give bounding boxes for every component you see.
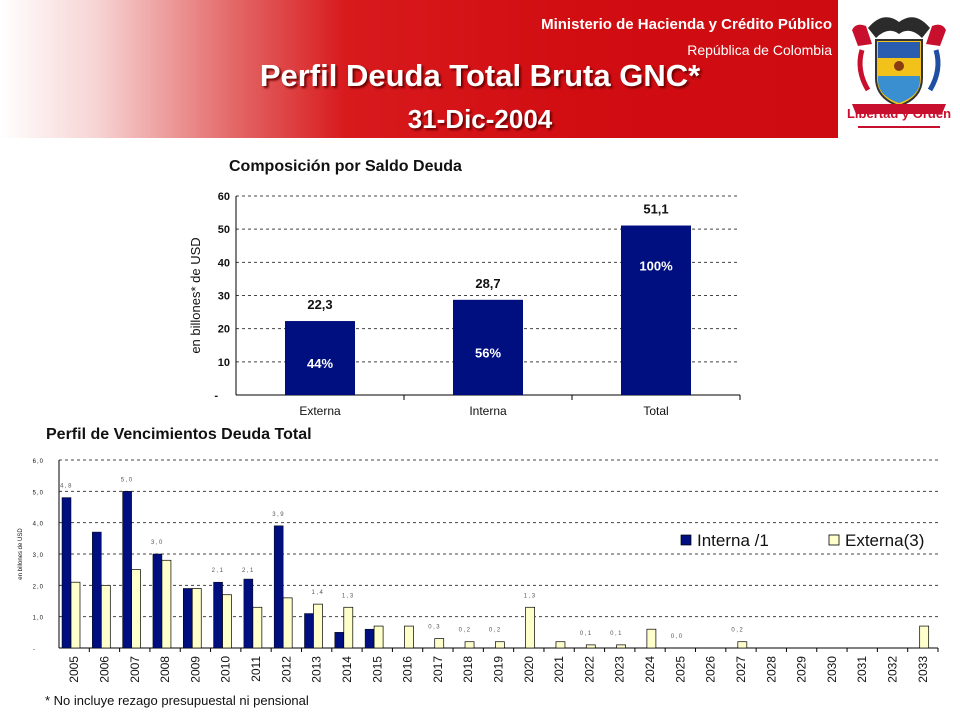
x-tick-label: 2017 — [430, 656, 445, 683]
bar-externa-2020 — [526, 607, 535, 648]
x-tick-label: 2011 — [249, 656, 264, 682]
bar-interna-2005 — [62, 498, 71, 648]
bar-interna-2015 — [365, 629, 374, 648]
bar-percent-label: 56% — [474, 345, 502, 361]
data-label: 3,9 — [272, 511, 286, 518]
y-tick-label: 2,0 — [32, 584, 44, 591]
x-tick-label: 2006 — [97, 656, 112, 683]
x-tick-label: 2012 — [279, 656, 294, 683]
bar-interna-2006 — [92, 532, 101, 648]
y-tick-label: 10 — [217, 356, 230, 369]
bar-percent-label: 100% — [639, 258, 673, 274]
bar-interna-2007 — [123, 491, 132, 648]
data-label: 0,1 — [579, 630, 593, 637]
bar-interna-2008 — [153, 554, 162, 648]
chart1-title: Composición por Saldo Deuda — [229, 158, 462, 175]
bar-percent-label: 44% — [306, 356, 334, 372]
x-tick-label: Interna — [469, 404, 507, 418]
data-label: 5,0 — [120, 477, 134, 484]
x-tick-label: 2020 — [521, 656, 536, 683]
bar-interna-2014 — [335, 632, 344, 648]
x-tick-label: 2021 — [552, 656, 567, 683]
page-title: Perfil Deuda Total Bruta GNC* — [259, 58, 701, 93]
legend-swatch-externa — [829, 535, 839, 545]
data-label: 1,3 — [523, 593, 537, 600]
y-tick-label: - — [33, 647, 35, 653]
bar-externa-2012 — [283, 598, 292, 648]
chart2-title: Perfil de Vencimientos Deuda Total — [46, 426, 312, 443]
y-tick-label: 3,0 — [32, 553, 44, 559]
y-axis-label: en billones* de USD — [188, 237, 203, 354]
bar-externa-2014 — [344, 607, 353, 648]
x-tick-label: 2027 — [733, 656, 748, 683]
bar-externa-2024 — [647, 629, 656, 648]
x-tick-label: 2022 — [582, 656, 597, 683]
y-axis-label: en billones de USD — [18, 528, 24, 580]
bar-externa-2011 — [253, 607, 262, 648]
page-date: 31-Dic-2004 — [407, 104, 553, 134]
y-tick-label: 50 — [217, 224, 230, 237]
bar-externa-2022 — [586, 645, 595, 648]
x-tick-label: 2026 — [703, 656, 718, 683]
data-label: 2,1 — [211, 568, 225, 575]
data-label: 4,8 — [60, 483, 73, 490]
y-tick-label: 20 — [217, 323, 230, 336]
bar-interna-2012 — [274, 526, 283, 648]
y-tick-label: 6,0 — [32, 459, 44, 465]
bar-interna-2009 — [183, 588, 192, 648]
bar-interna-2010 — [214, 582, 223, 648]
bar-externa-2010 — [223, 595, 232, 648]
x-tick-label: 2025 — [673, 656, 688, 683]
x-tick-label: 2029 — [794, 656, 809, 683]
bar-externa-2017 — [435, 639, 444, 648]
data-label: 0,3 — [428, 624, 442, 631]
y-tick-label: 60 — [217, 191, 230, 203]
x-tick-label: Externa — [299, 404, 341, 418]
x-tick-label: 2030 — [824, 656, 839, 683]
legend-label-interna: Interna /1 — [697, 531, 769, 550]
bar-externa-2015 — [374, 626, 383, 648]
bar-value-label: 51,1 — [643, 201, 669, 217]
data-label: 1,3 — [341, 593, 355, 600]
x-tick-label: 2018 — [461, 656, 476, 683]
x-tick-label: 2005 — [67, 656, 82, 683]
bar-externa-2016 — [404, 626, 413, 648]
x-tick-label: 2010 — [218, 656, 233, 683]
y-tick-label: 5,0 — [32, 490, 44, 497]
bar-externa-2008 — [162, 560, 171, 648]
data-label: 0,2 — [458, 627, 472, 634]
y-tick-label: 4,0 — [32, 521, 44, 528]
x-tick-label: 2009 — [188, 656, 203, 683]
x-tick-label: 2031 — [855, 656, 870, 683]
bar-interna-2013 — [304, 614, 313, 648]
data-label: 0,2 — [488, 627, 502, 634]
x-tick-label: 2028 — [764, 656, 779, 683]
bar-externa-2033 — [920, 626, 929, 648]
x-tick-label: Total — [643, 404, 669, 418]
x-tick-label: 2014 — [339, 656, 354, 683]
bar-externa-2023 — [617, 645, 626, 648]
legend-swatch-interna — [681, 535, 691, 545]
bar-value-label: 22,3 — [307, 297, 333, 313]
y-tick-label: 40 — [217, 257, 230, 270]
bar-externa-2005 — [71, 582, 80, 648]
y-tick-label: - — [214, 390, 218, 402]
x-tick-label: 2015 — [370, 656, 385, 683]
bar-externa-2006 — [101, 585, 110, 648]
bar-externa-2018 — [465, 642, 474, 648]
bar-externa-2019 — [495, 642, 504, 648]
emblem-motto: Libertad y Orden — [846, 106, 952, 121]
x-tick-label: 2008 — [158, 656, 173, 683]
x-tick-label: 2023 — [612, 656, 627, 683]
bar-value-label: 28,7 — [475, 275, 501, 291]
x-tick-label: 2016 — [400, 656, 415, 683]
ministry-name: Ministerio de Hacienda y Crédito Público — [541, 16, 832, 33]
legend-label-externa: Externa(3) — [845, 531, 925, 550]
x-tick-label: 2019 — [491, 656, 506, 683]
data-label: 0,1 — [610, 630, 624, 637]
republic-name: República de Colombia — [687, 42, 832, 58]
footnote: * No incluye rezago presupuestal ni pensional — [45, 693, 309, 708]
bar-externa-2013 — [313, 604, 322, 648]
x-tick-label: 2007 — [127, 656, 142, 683]
legend — [672, 525, 938, 553]
data-label: 0,2 — [731, 627, 745, 634]
bar-externa-2021 — [556, 642, 565, 648]
data-label: 1,4 — [311, 590, 325, 597]
bar-externa-2007 — [132, 570, 141, 648]
data-label: 2,1 — [241, 568, 255, 575]
x-tick-label: 2033 — [915, 656, 930, 683]
bar-externa-2009 — [192, 588, 201, 648]
x-tick-label: 2013 — [309, 656, 324, 683]
x-tick-label: 2024 — [643, 656, 658, 683]
bar-interna-2011 — [244, 579, 253, 648]
y-tick-label: 30 — [217, 290, 230, 303]
x-tick-label: 2032 — [885, 656, 900, 683]
data-label: 0,0 — [670, 634, 684, 640]
bar-externa-2027 — [738, 642, 747, 648]
data-label: 3,0 — [151, 540, 164, 546]
y-tick-label: 1,0 — [32, 615, 44, 622]
